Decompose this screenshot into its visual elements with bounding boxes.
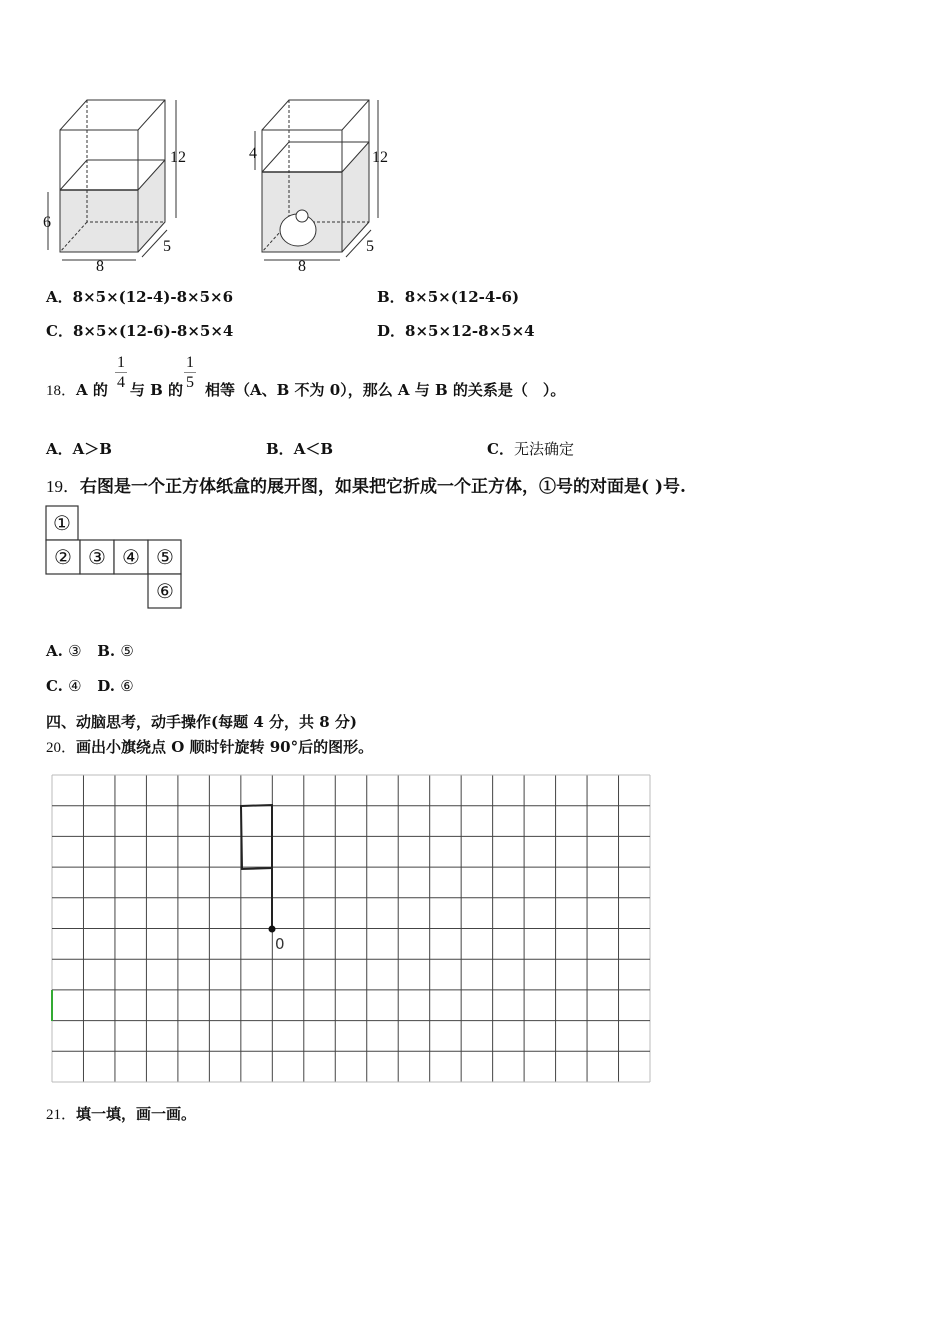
label-4: 4	[249, 145, 257, 162]
q19-question: 19．右图是一个正方体纸盒的展开图，如果把它折成一个正方体，①号的对面是( )号.	[46, 477, 686, 497]
label-6: 6	[43, 214, 51, 231]
q17-option-a: A．8×5×(12-4)-8×5×6	[46, 288, 234, 306]
q18-option-b: B．A＜B	[266, 440, 334, 458]
q19-options-cd: C. ④ D. ⑥	[46, 677, 134, 695]
q18-option-a: A．A＞B	[46, 440, 112, 458]
label-12-right: 12	[372, 149, 388, 166]
point-o	[269, 926, 276, 933]
q17-option-c: C．8×5×(12-6)-8×5×4	[46, 322, 234, 340]
q18-option-c: C．无法确定	[487, 440, 574, 458]
net-face-2: ②	[54, 545, 72, 569]
label-12-left: 12	[170, 149, 186, 166]
label-8-right: 8	[298, 258, 306, 275]
net-face-3: ③	[88, 545, 106, 569]
label-5-right: 5	[366, 238, 374, 255]
net-face-6: ⑥	[156, 579, 174, 603]
label-5-left: 5	[163, 238, 171, 255]
net-face-5: ⑤	[156, 545, 174, 569]
q18-question: 18．A 的 与 B 的 相等（A、B 不为 0），那么 A 与 B 的关系是（ ）。	[46, 381, 566, 399]
q17-option-b: B．8×5×(12-4-6)	[377, 288, 520, 306]
net-face-4: ④	[122, 545, 140, 569]
section-heading: 四、动脑思考，动手操作(每题 4 分，共 8 分)	[46, 713, 357, 731]
label-8-left: 8	[96, 258, 104, 275]
q19-options-ab: A. ③ B. ⑤	[46, 642, 134, 660]
net-face-1: ①	[53, 511, 71, 535]
q17-option-d: D．8×5×12-8×5×4	[377, 322, 535, 340]
point-o-label: 0	[275, 935, 285, 953]
q20-question: 20．画出小旗绕点 O 顺时针旋转 90°后的图形。	[46, 738, 374, 756]
q21-question: 21．填一填，画一画。	[46, 1105, 197, 1123]
fraction-one-fifth: $\frac{1}{5}$	[186, 354, 194, 391]
flag-banner	[241, 805, 272, 869]
fraction-one-quarter: $\frac{1}{4}$	[117, 354, 125, 391]
